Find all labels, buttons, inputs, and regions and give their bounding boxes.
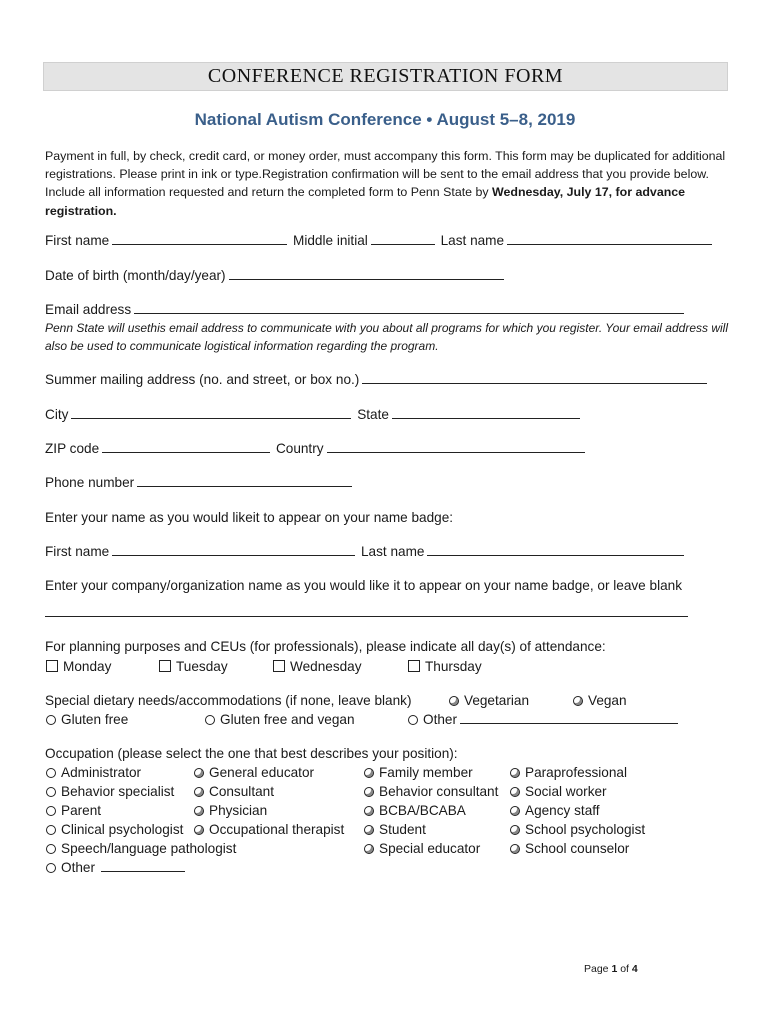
occ-agency-staff[interactable] [510, 801, 600, 820]
occ-physician[interactable] [194, 801, 267, 820]
mailing-label: Summer mailing address (no. and street, or box no.) [45, 372, 360, 387]
state-field[interactable] [392, 405, 580, 419]
occ-school-counselor[interactable] [510, 839, 629, 858]
occ-label: Paraprofessional [525, 765, 628, 780]
diet-gluten-free-label: Gluten free [61, 712, 129, 727]
radio-icon[interactable] [364, 806, 374, 816]
occ-consultant[interactable] [194, 782, 274, 801]
radio-icon[interactable] [46, 806, 56, 816]
first-name-field[interactable] [112, 231, 287, 245]
diet-vegan[interactable] [573, 691, 627, 710]
title-bar [43, 62, 728, 91]
country-label: Country [275, 441, 324, 456]
occ-label: Consultant [209, 784, 274, 799]
phone-label: Phone number [45, 475, 135, 490]
name-row [45, 231, 714, 251]
day-thursday[interactable] [408, 657, 482, 676]
occ-label: BCBA/BCABA [379, 803, 466, 818]
occ-paraprofessional[interactable] [510, 763, 627, 782]
occ-occupational-therapist[interactable] [194, 820, 344, 839]
email-field[interactable] [134, 300, 684, 314]
radio-icon[interactable] [46, 715, 56, 725]
checkbox-icon[interactable] [408, 660, 420, 672]
last-name-field[interactable] [507, 231, 712, 245]
occ-family-member[interactable] [364, 763, 473, 782]
occ-label: Social worker [525, 784, 607, 799]
diet-vegetarian-label: Vegetarian [464, 693, 530, 708]
radio-icon[interactable] [46, 787, 56, 797]
day-monday-label: Monday [63, 659, 112, 674]
middle-initial-label: Middle initial [293, 233, 368, 248]
radio-icon[interactable] [194, 787, 204, 797]
occ-administrator[interactable] [46, 763, 141, 782]
radio-icon[interactable] [46, 825, 56, 835]
diet-vegetarian[interactable] [449, 691, 529, 710]
badge-last-field[interactable] [427, 542, 684, 556]
email-note: Penn State will usethis email address to communicate with you about all programs for which you register. Your email address will also be used to communicate logistical information regarding the program. [45, 321, 728, 353]
occ-label: Behavior specialist [61, 784, 175, 799]
dob-field[interactable] [229, 266, 504, 280]
diet-other-field[interactable] [460, 710, 678, 724]
occ-label: Speech/language pathologist [61, 841, 237, 856]
mailing-field[interactable] [362, 370, 707, 384]
org-row [45, 603, 690, 623]
radio-icon[interactable] [46, 863, 56, 873]
email-row [45, 300, 686, 320]
badge-name-row [45, 542, 686, 562]
occ-label: Family member [379, 765, 473, 780]
city-field[interactable] [71, 405, 351, 419]
radio-icon[interactable] [364, 768, 374, 778]
page-footer [584, 963, 638, 975]
zip-row [45, 439, 587, 459]
zip-field[interactable] [102, 439, 270, 453]
occ-label: General educator [209, 765, 315, 780]
email-label: Email address [45, 302, 132, 317]
diet-other-label: Other [423, 712, 457, 727]
day-thursday-label: Thursday [425, 659, 482, 674]
occ-bcba[interactable] [364, 801, 466, 820]
occ-label: Parent [61, 803, 102, 818]
occupation-prompt: Occupation (please select the one that best describes your position): [45, 746, 458, 761]
occ-social-worker[interactable] [510, 782, 607, 801]
radio-icon[interactable] [364, 844, 374, 854]
diet-gluten-free-vegan[interactable] [205, 710, 355, 729]
radio-icon[interactable] [46, 768, 56, 778]
dob-row [45, 266, 506, 286]
footer-page-total: 4 [631, 963, 638, 975]
radio-icon[interactable] [510, 787, 520, 797]
footer-of-label: of [620, 963, 629, 975]
radio-icon[interactable] [510, 806, 520, 816]
occ-label: Other [61, 860, 95, 875]
day-tuesday-label: Tuesday [176, 659, 228, 674]
badge-first-field[interactable] [112, 542, 355, 556]
city-label: City [45, 407, 69, 422]
occ-behavior-specialist[interactable] [46, 782, 174, 801]
occ-clinical-psychologist[interactable] [46, 820, 183, 839]
occ-parent[interactable] [46, 801, 101, 820]
org-prompt: Enter your company/organization name as you would like it to appear on your name badge, or leave blank [45, 578, 683, 593]
diet-other[interactable] [408, 710, 680, 729]
occ-student[interactable] [364, 820, 426, 839]
middle-initial-field[interactable] [371, 231, 435, 245]
occ-label: Clinical psychologist [61, 822, 184, 837]
diet-gluten-free[interactable] [46, 710, 128, 729]
radio-icon[interactable] [408, 715, 418, 725]
occ-other-field[interactable] [101, 858, 185, 872]
diet-gluten-free-vegan-label: Gluten free and vegan [220, 712, 355, 727]
occ-behavior-consultant[interactable] [364, 782, 498, 801]
diet-vegan-label: Vegan [588, 693, 627, 708]
footer-page-label: Page [584, 963, 609, 975]
radio-icon[interactable] [194, 825, 204, 835]
dob-label: Date of birth (month/day/year) [45, 268, 226, 283]
day-monday[interactable] [46, 657, 111, 676]
footer-page-number: 1 [611, 963, 618, 975]
occ-label: Administrator [61, 765, 142, 780]
radio-icon[interactable] [194, 768, 204, 778]
occ-school-psychologist[interactable] [510, 820, 645, 839]
occ-general-educator[interactable] [194, 763, 314, 782]
radio-icon[interactable] [510, 768, 520, 778]
conference-subtitle: National Autism Conference • August 5–8, 2019 [194, 110, 576, 129]
occ-label: Physician [209, 803, 268, 818]
radio-icon[interactable] [364, 787, 374, 797]
radio-icon[interactable] [510, 844, 520, 854]
zip-label: ZIP code [45, 441, 100, 456]
radio-icon[interactable] [46, 844, 56, 854]
radio-icon[interactable] [364, 825, 374, 835]
occ-speech-language-pathologist[interactable] [46, 839, 236, 858]
occ-special-educator[interactable] [364, 839, 480, 858]
day-wednesday-label: Wednesday [290, 659, 362, 674]
badge-last-label: Last name [361, 544, 425, 559]
intro-deadline: Wednesday, July 17, for advance registration. [45, 185, 686, 218]
occ-label: Behavior consultant [379, 784, 499, 799]
occ-label: School psychologist [525, 822, 646, 837]
occ-label: Special educator [379, 841, 481, 856]
city-row [45, 405, 582, 425]
radio-icon[interactable] [194, 806, 204, 816]
country-field[interactable] [327, 439, 585, 453]
last-name-label: Last name [440, 233, 505, 248]
checkbox-icon[interactable] [159, 660, 171, 672]
attendance-prompt: For planning purposes and CEUs (for professionals), please indicate all day(s) of attendance: [45, 639, 606, 654]
radio-icon[interactable] [510, 825, 520, 835]
org-field[interactable] [45, 603, 688, 617]
occ-label: Student [379, 822, 426, 837]
radio-icon[interactable] [205, 715, 215, 725]
form-title: CONFERENCE REGISTRATION FORM [207, 65, 564, 87]
occ-other[interactable] [46, 858, 187, 877]
radio-icon[interactable] [573, 696, 583, 706]
checkbox-icon[interactable] [273, 660, 285, 672]
day-wednesday[interactable] [273, 657, 362, 676]
badge-prompt: Enter your name as you would likeit to appear on your name badge: [45, 510, 454, 525]
radio-icon[interactable] [449, 696, 459, 706]
phone-row [45, 473, 354, 493]
mailing-row [45, 370, 709, 390]
intro-paragraph [45, 147, 735, 220]
dietary-prompt: Special dietary needs/accommodations (if none, leave blank) [45, 693, 412, 708]
occ-label: School counselor [525, 841, 630, 856]
first-name-label: First name [45, 233, 110, 248]
occ-label: Occupational therapist [209, 822, 345, 837]
intro-text: Payment in full, by check, credit card, or money order, must accompany this form. This form may be duplicated for additional registrations. Please print in ink or type.Registration confirmation will be sent to the email address that you provide below. Include all information requested and return the completed form to Penn State by [45, 149, 726, 200]
day-tuesday[interactable] [159, 657, 228, 676]
occ-label: Agency staff [525, 803, 600, 818]
state-label: State [357, 407, 389, 422]
phone-field[interactable] [137, 473, 352, 487]
badge-first-label: First name [45, 544, 110, 559]
checkbox-icon[interactable] [46, 660, 58, 672]
